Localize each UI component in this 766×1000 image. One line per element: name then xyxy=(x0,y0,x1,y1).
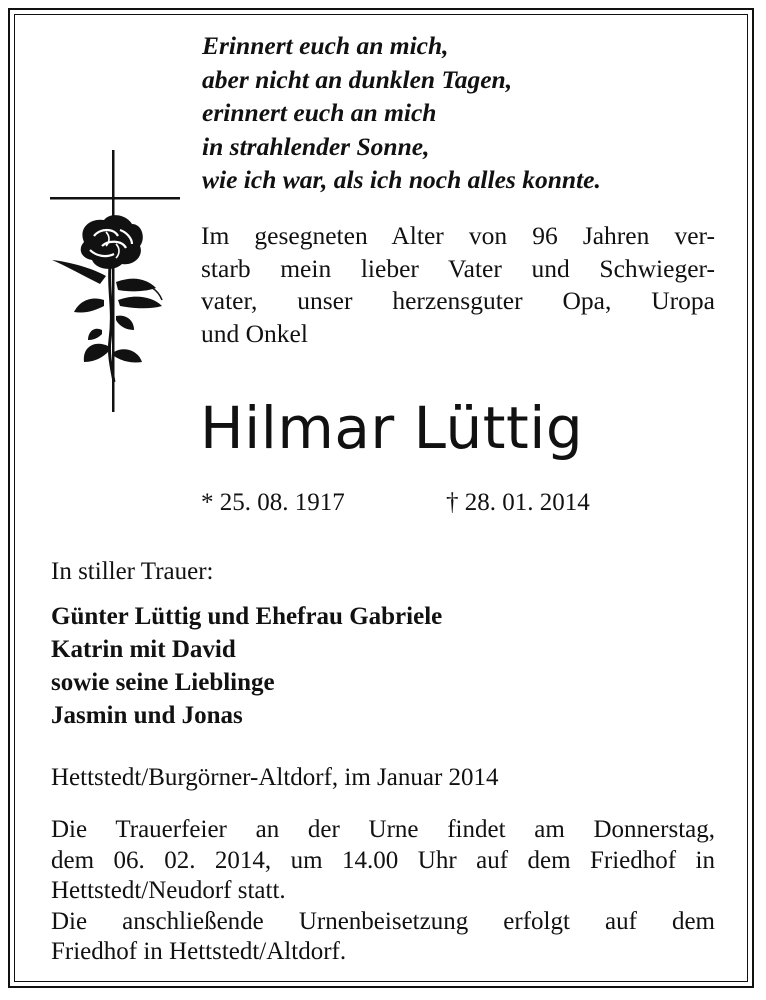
poem-line: wie ich war, als ich noch alles konnte. xyxy=(202,165,601,194)
ceremony-line: dem 06. 02. 2014, um 14.00 Uhr auf dem Friedhof in xyxy=(51,846,715,874)
intro-paragraph xyxy=(201,220,715,350)
intro-line: und Onkel xyxy=(201,318,308,348)
ceremony-line: Die anschließende Urnenbeisetzung erfolgt auf dem xyxy=(51,907,715,935)
poem-line: aber nicht an dunklen Tagen, xyxy=(202,64,513,94)
ceremony-line: Friedhof in Hettstedt/Altdorf. xyxy=(51,938,347,965)
intro-line: vater, unser herzensguter Opa, Uropa xyxy=(201,286,715,315)
poem xyxy=(202,29,742,197)
ceremony-line: Die Trauerfeier an der Urne findet am Donnerstag, xyxy=(51,816,715,843)
mourner-line: sowie seine Lieblinge xyxy=(51,669,275,696)
place-date: Hettstedt/Burgörner-Altdorf, im Januar 2014 xyxy=(51,764,499,791)
intro-line: starb mein lieber Vater und Schwieger- xyxy=(201,253,715,283)
rose-icon xyxy=(52,215,162,382)
ceremony-line: Hettstedt/Neudorf statt. xyxy=(51,877,286,904)
mourner-line: Katrin mit David xyxy=(51,636,236,663)
mourners-list xyxy=(51,600,442,732)
mourning-label: In stiller Trauer: xyxy=(51,558,214,585)
intro-line: Im gesegneten Alter von 96 Jahren ver- xyxy=(201,221,715,250)
poem-line: Erinnert euch an mich, xyxy=(202,31,449,60)
life-dates xyxy=(201,488,641,518)
ceremony-info xyxy=(51,815,715,968)
birth-date: * 25. 08. 1917 xyxy=(201,489,345,516)
death-date: † 28. 01. 2014 xyxy=(446,489,590,516)
poem-line: in strahlender Sonne, xyxy=(202,131,430,161)
cross-icon xyxy=(50,150,180,412)
cross-with-rose-icon xyxy=(44,150,184,412)
mourner-line: Jasmin und Jonas xyxy=(51,702,243,729)
mourner-line: Günter Lüttig und Ehefrau Gabriele xyxy=(51,603,443,630)
deceased-name: Hilmar Lüttig xyxy=(200,394,584,462)
poem-line: erinnert euch an mich xyxy=(202,98,437,127)
